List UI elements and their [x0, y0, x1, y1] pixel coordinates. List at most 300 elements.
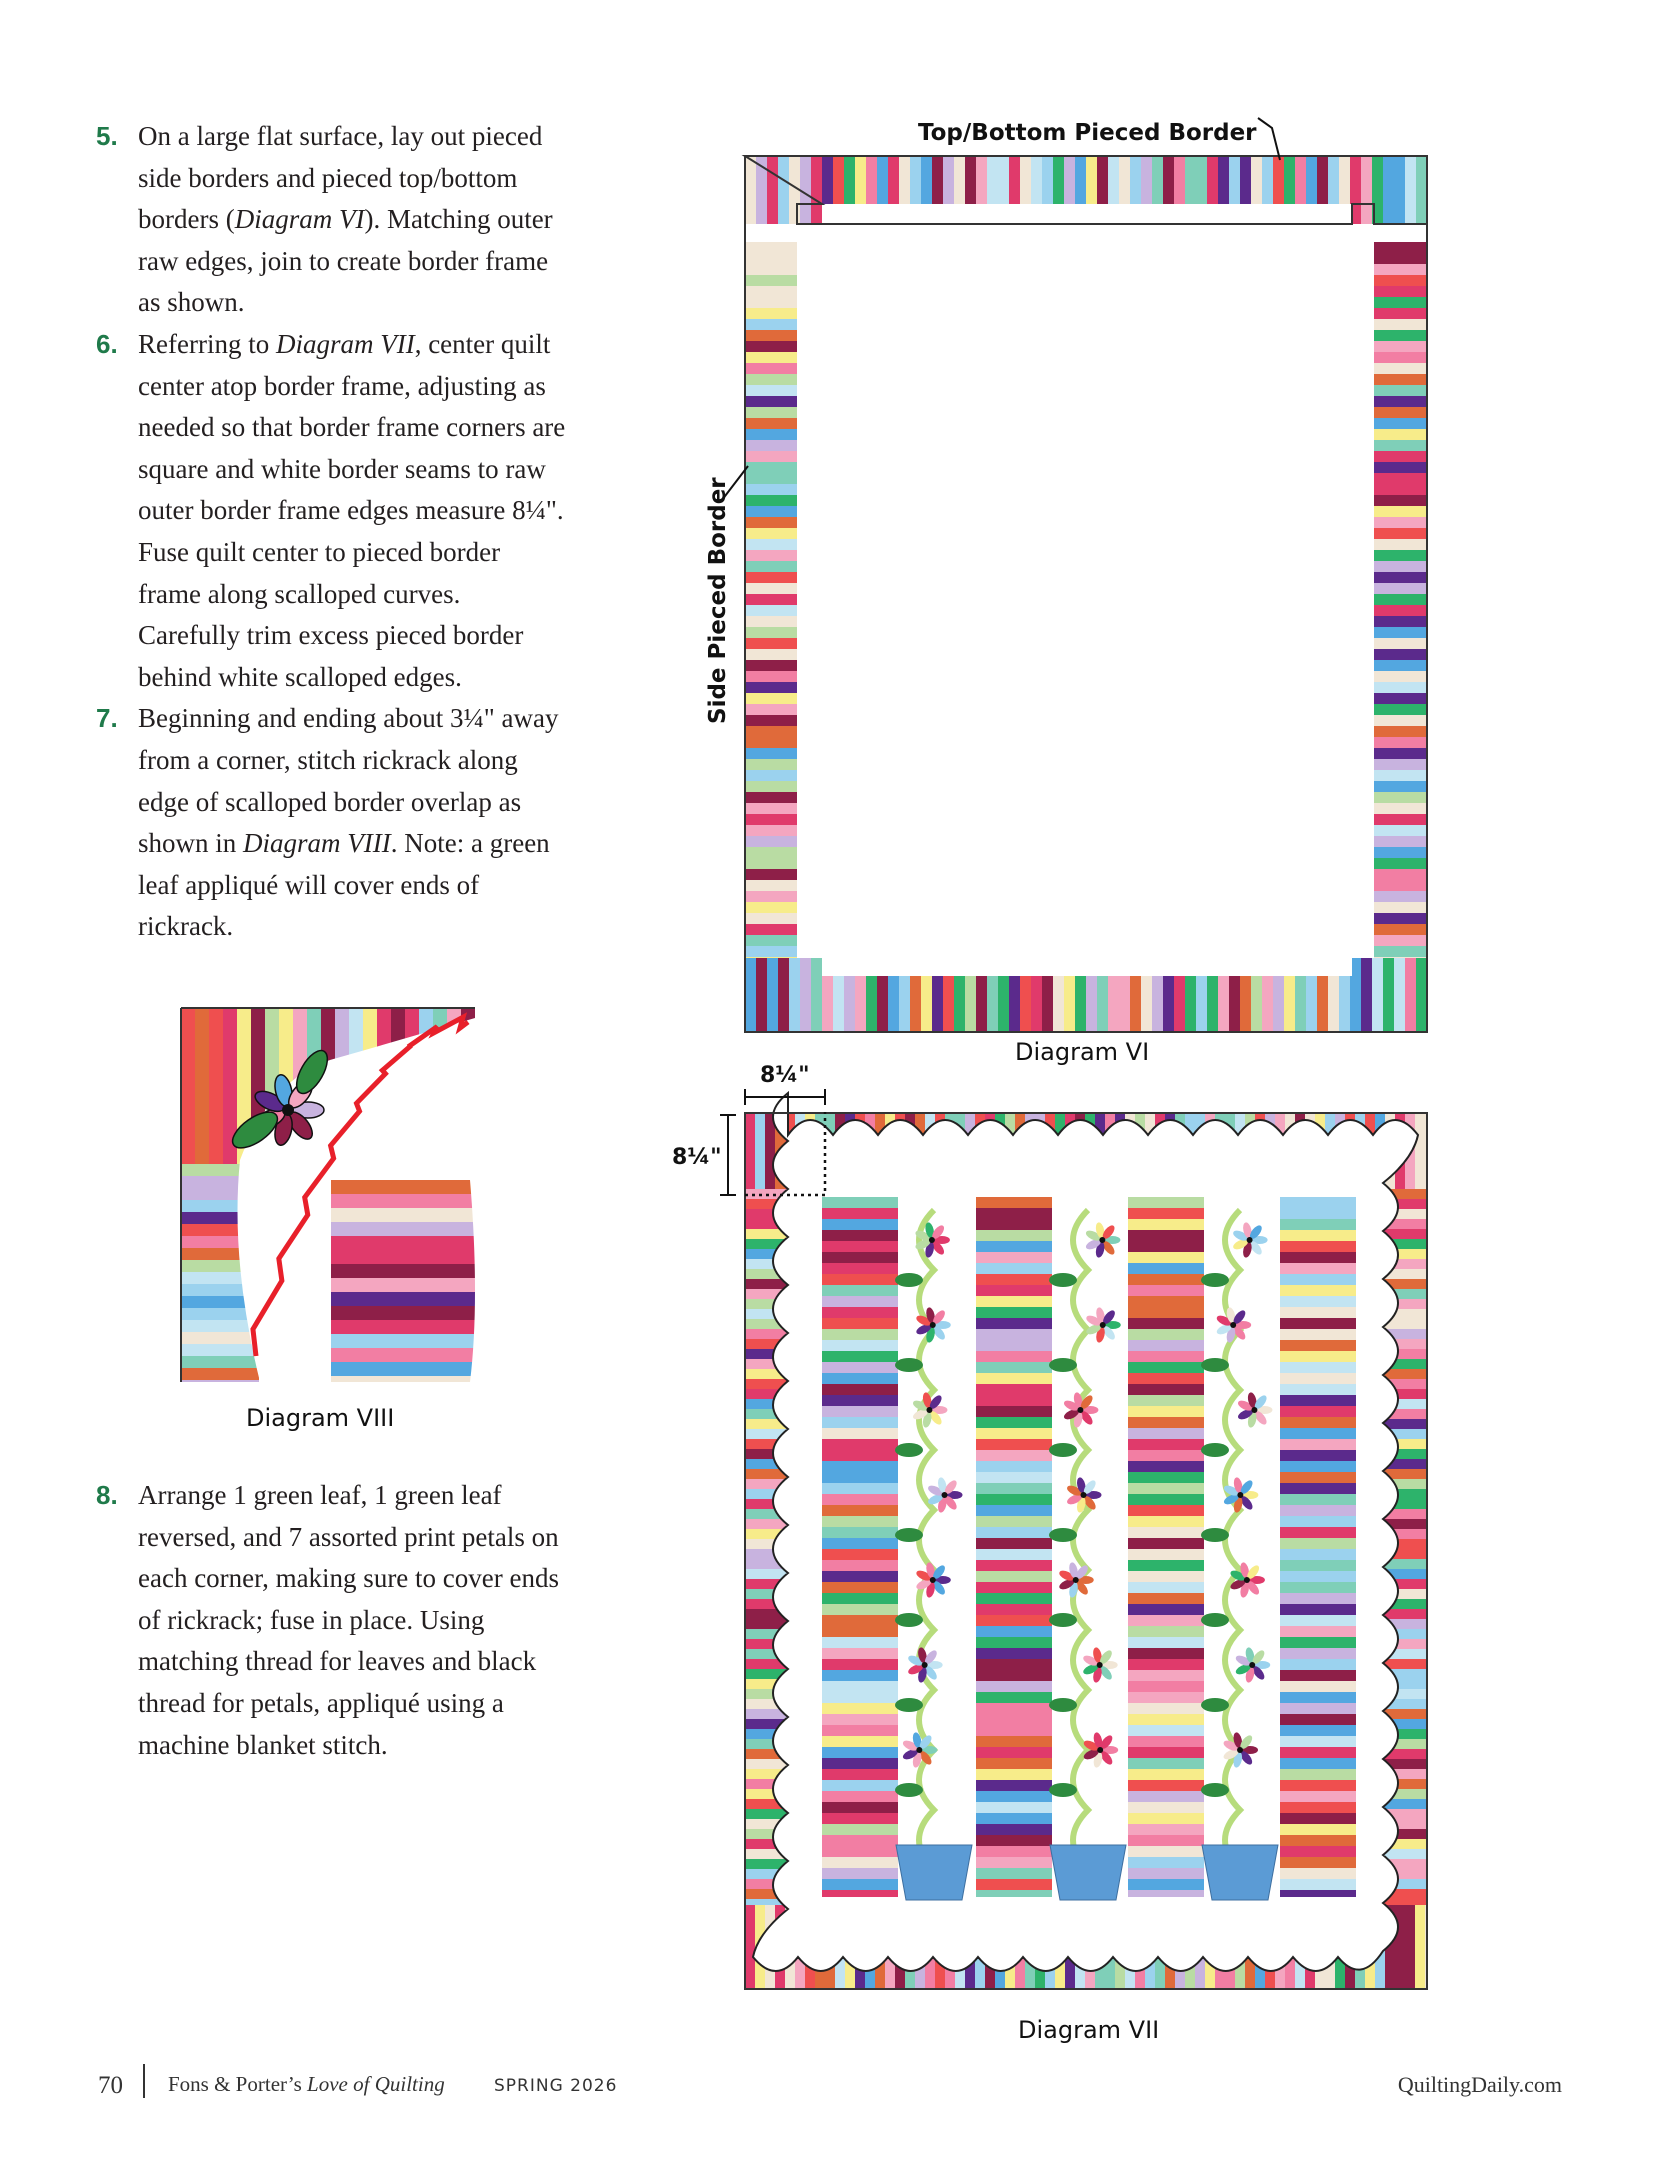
- border-stripe: [976, 1648, 1052, 1659]
- border-stripe: [331, 1292, 475, 1306]
- border-stripe: [1128, 1780, 1204, 1791]
- border-stripe: [209, 1008, 223, 1164]
- border-stripe: [822, 1329, 898, 1340]
- border-stripe: [976, 1296, 1052, 1307]
- border-stripe: [822, 1285, 898, 1296]
- step-text: On a large flat surface, lay out pieced side borders and pieced top/bottom borders (: [138, 121, 543, 235]
- border-stripe: [1361, 958, 1372, 1032]
- border-stripe: [745, 935, 797, 946]
- border-stripe: [822, 1868, 898, 1879]
- border-stripe: [745, 550, 797, 561]
- border-stripe: [976, 1824, 1052, 1835]
- border-stripe: [1128, 1230, 1204, 1241]
- border-stripe: [1280, 1362, 1356, 1373]
- border-stripe: [755, 1113, 765, 1189]
- border-stripe: [745, 462, 797, 473]
- border-stripe: [976, 1494, 1052, 1505]
- border-stripe: [1128, 1494, 1204, 1505]
- border-stripe: [1280, 1241, 1356, 1252]
- border-stripe: [181, 1368, 259, 1380]
- border-stripe: [745, 891, 797, 902]
- border-stripe: [1128, 1538, 1204, 1549]
- border-stripe: [1280, 1318, 1356, 1329]
- flower-pot: [1202, 1845, 1278, 1900]
- border-stripe: [1374, 286, 1426, 297]
- border-stripe: [1128, 1252, 1204, 1263]
- border-stripe: [1374, 605, 1426, 616]
- border-stripe: [1361, 156, 1372, 224]
- border-stripe: [822, 1791, 898, 1802]
- border-stripe: [822, 1593, 898, 1604]
- border-stripe: [1374, 308, 1426, 319]
- border-stripe: [1374, 935, 1426, 946]
- border-stripe: [1280, 1439, 1356, 1450]
- leaf: [1201, 1358, 1229, 1372]
- border-stripe: [1374, 374, 1426, 385]
- border-stripe: [1280, 1516, 1356, 1527]
- border-stripe: [1280, 1296, 1356, 1307]
- border-stripe: [745, 715, 797, 726]
- border-stripe: [767, 958, 778, 1032]
- border-stripe: [745, 946, 797, 957]
- border-stripe: [976, 1593, 1052, 1604]
- border-stripe: [331, 1236, 475, 1250]
- border-stripe: [1374, 627, 1426, 638]
- border-stripe: [1374, 385, 1426, 396]
- border-stripe: [1394, 156, 1405, 224]
- border-stripe: [745, 341, 797, 352]
- border-stripe: [331, 1376, 475, 1382]
- border-stripe: [745, 958, 756, 1032]
- flower-center: [1081, 1492, 1087, 1498]
- border-stripe: [1280, 1373, 1356, 1384]
- border-stripe: [822, 1406, 898, 1417]
- border-stripe: [1128, 1263, 1204, 1274]
- border-stripe: [1374, 638, 1426, 649]
- border-stripe: [1374, 792, 1426, 803]
- border-stripe: [745, 429, 797, 440]
- border-stripe: [822, 1560, 898, 1571]
- border-stripe: [1374, 473, 1426, 484]
- flower-center: [916, 1747, 922, 1753]
- border-stripe: [1128, 1703, 1204, 1714]
- border-stripe: [745, 660, 797, 671]
- border-stripe: [1128, 1582, 1204, 1593]
- border-stripe: [181, 1332, 259, 1344]
- border-stripe: [976, 1813, 1052, 1824]
- border-stripe: [822, 1318, 898, 1329]
- border-stripe: [1128, 1868, 1204, 1879]
- diagram-vii-quilt: [745, 1093, 1427, 1989]
- border-stripe: [822, 1736, 898, 1747]
- border-stripe: [822, 1703, 898, 1714]
- border-stripe: [181, 1344, 259, 1356]
- border-stripe: [1405, 958, 1416, 1032]
- border-stripe: [745, 616, 797, 627]
- border-stripe: [745, 781, 797, 792]
- border-stripe: [822, 1219, 898, 1230]
- border-stripe: [745, 803, 797, 814]
- border-stripe: [1128, 1571, 1204, 1582]
- border-stripe: [822, 1252, 898, 1263]
- measure-label-horizontal: 8¼": [760, 1063, 810, 1088]
- border-stripe: [822, 1472, 898, 1483]
- border-stripe: [1128, 1813, 1204, 1824]
- measure-label-vertical: 8¼": [672, 1145, 722, 1170]
- border-stripe: [976, 1879, 1052, 1890]
- border-stripe: [745, 858, 797, 869]
- border-stripe: [1374, 924, 1426, 935]
- border-stripe: [1374, 407, 1426, 418]
- leaf: [1049, 1613, 1077, 1627]
- border-stripe: [976, 1527, 1052, 1538]
- border-stripe: [1128, 1857, 1204, 1868]
- page-number: 70: [98, 2072, 123, 2099]
- border-stripe: [745, 814, 797, 825]
- border-stripe: [822, 1846, 898, 1857]
- border-stripe: [976, 1659, 1052, 1670]
- border-stripe: [1280, 1846, 1356, 1857]
- leaf: [895, 1698, 923, 1712]
- border-stripe: [976, 1417, 1052, 1428]
- border-stripe: [1374, 891, 1426, 902]
- border-stripe: [745, 286, 797, 297]
- border-stripe: [1128, 1197, 1204, 1208]
- border-stripe: [976, 1197, 1052, 1208]
- border-stripe: [1280, 1505, 1356, 1516]
- border-stripe: [745, 902, 797, 913]
- border-stripe: [822, 1626, 898, 1637]
- border-stripe: [1128, 1725, 1204, 1736]
- border-stripe: [1374, 649, 1426, 660]
- step-text: ). Matching outer raw edges, join to create border frame as shown.: [138, 204, 553, 318]
- border-stripe: [976, 1329, 1052, 1340]
- border-stripe: [811, 958, 822, 1032]
- border-stripe: [822, 1494, 898, 1505]
- border-stripe: [822, 1571, 898, 1582]
- border-stripe: [1374, 946, 1426, 957]
- border-stripe: [1374, 902, 1426, 913]
- border-stripe: [745, 682, 797, 693]
- border-stripe: [745, 156, 756, 224]
- border-stripe: [745, 1905, 755, 1989]
- border-stripe: [822, 1395, 898, 1406]
- border-stripe: [1374, 451, 1426, 462]
- border-stripe: [1128, 1417, 1204, 1428]
- border-stripe: [976, 1483, 1052, 1494]
- border-stripe: [976, 1857, 1052, 1868]
- border-stripe: [745, 726, 797, 737]
- flower-center: [929, 1237, 935, 1243]
- border-stripe: [1128, 1340, 1204, 1351]
- border-stripe: [331, 1362, 475, 1376]
- diagram-vi-border-frame: [745, 156, 1427, 1032]
- border-stripe: [1374, 319, 1426, 330]
- border-stripe: [822, 1527, 898, 1538]
- border-stripe: [789, 958, 800, 1032]
- border-stripe: [822, 1483, 898, 1494]
- diagram-reference: Diagram VIII: [243, 828, 391, 859]
- border-stripe: [822, 1879, 898, 1890]
- border-stripe: [1374, 869, 1426, 880]
- step-text: , center quilt center atop border frame, adjusting as needed so that border frame corners are square and white border seams to raw outer border frame edges measure 8¼". Fuse quilt center to pieced border frame along scalloped curves. Carefully trim excess pieced border behind white scalloped edges.: [138, 328, 566, 692]
- border-stripe: [1280, 1197, 1356, 1208]
- border-stripe: [1128, 1483, 1204, 1494]
- border-stripe: [1280, 1626, 1356, 1637]
- border-stripe: [822, 1604, 898, 1615]
- border-stripe: [1128, 1208, 1204, 1219]
- border-stripe: [745, 352, 797, 363]
- border-stripe: [822, 1274, 898, 1285]
- border-stripe: [1280, 1780, 1356, 1791]
- border-stripe: [745, 693, 797, 704]
- border-stripe: [1374, 550, 1426, 561]
- border-stripe: [822, 1813, 898, 1824]
- border-stripe: [1383, 958, 1394, 1032]
- border-stripe: [1128, 1384, 1204, 1395]
- border-stripe: [976, 1692, 1052, 1703]
- step-number: 5.: [96, 121, 118, 151]
- border-stripe: [822, 1725, 898, 1736]
- flower-center: [1244, 1577, 1250, 1583]
- border-stripe: [1128, 1824, 1204, 1835]
- border-stripe: [1416, 156, 1427, 224]
- border-stripe: [1374, 781, 1426, 792]
- step-text: Beginning and ending about 3¼" away from a corner, stitch rickrack along edge of scalloped border overlap as shown in: [138, 703, 559, 859]
- border-stripe: [822, 1340, 898, 1351]
- border-stripe: [1280, 1230, 1356, 1241]
- border-stripe: [976, 1263, 1052, 1274]
- flower-center: [1230, 1322, 1236, 1328]
- border-stripe: [756, 958, 767, 1032]
- border-stripe: [1128, 1626, 1204, 1637]
- border-stripe: [181, 1356, 259, 1368]
- border-stripe: [822, 1516, 898, 1527]
- border-stripe: [745, 407, 797, 418]
- border-stripe: [1374, 682, 1426, 693]
- border-stripe: [976, 1846, 1052, 1857]
- border-stripe: [822, 1670, 898, 1681]
- border-stripe: [745, 385, 797, 396]
- border-stripe: [1416, 958, 1427, 1032]
- border-stripe: [331, 1208, 475, 1222]
- border-stripe: [745, 275, 797, 286]
- border-stripe: [976, 1406, 1052, 1417]
- border-stripe: [745, 770, 797, 781]
- border-stripe: [822, 1241, 898, 1252]
- border-stripe: [976, 1670, 1052, 1681]
- border-stripe: [331, 1264, 475, 1278]
- border-stripe: [745, 913, 797, 924]
- border-stripe: [1374, 660, 1426, 671]
- border-stripe: [745, 473, 797, 484]
- border-stripe: [1280, 1494, 1356, 1505]
- border-stripe: [1374, 253, 1426, 264]
- border-stripe: [811, 156, 822, 224]
- border-stripe: [1128, 1241, 1204, 1252]
- border-stripe: [1280, 1703, 1356, 1714]
- border-stripe: [1374, 583, 1426, 594]
- border-stripe: [822, 1758, 898, 1769]
- border-stripe: [1128, 1274, 1204, 1285]
- border-stripe: [822, 1538, 898, 1549]
- border-stripe: [1280, 1747, 1356, 1758]
- flower-center: [922, 1662, 928, 1668]
- border-stripe: [745, 319, 797, 330]
- diagram-viii-corner-detail: [181, 1008, 475, 1382]
- border-stripe: [822, 1428, 898, 1439]
- border-stripe: [1128, 1802, 1204, 1813]
- border-stripe: [976, 1285, 1052, 1296]
- border-stripe: [1280, 1538, 1356, 1549]
- border-stripe: [976, 1604, 1052, 1615]
- border-stripe: [1374, 506, 1426, 517]
- flower-center: [926, 1407, 932, 1413]
- border-stripe: [1128, 1692, 1204, 1703]
- border-stripe: [822, 1439, 898, 1450]
- border-stripe: [976, 1681, 1052, 1692]
- border-stripe: [1280, 1714, 1356, 1725]
- border-stripe: [745, 627, 797, 638]
- border-stripe: [1374, 242, 1426, 253]
- border-stripe: [1374, 913, 1426, 924]
- border-stripe: [822, 1857, 898, 1868]
- border-stripe: [1374, 616, 1426, 627]
- border-stripe: [1374, 517, 1426, 528]
- border-stripe: [745, 836, 797, 847]
- border-stripe: [1280, 1252, 1356, 1263]
- frame-interior: [797, 224, 1374, 958]
- border-stripe: [195, 1008, 209, 1164]
- flower-center: [1077, 1407, 1083, 1413]
- border-stripe: [1128, 1439, 1204, 1450]
- border-stripe: [1280, 1670, 1356, 1681]
- border-stripe: [745, 330, 797, 341]
- flower-center: [1247, 1237, 1253, 1243]
- border-stripe: [1374, 594, 1426, 605]
- border-stripe: [1128, 1472, 1204, 1483]
- border-stripe: [822, 1747, 898, 1758]
- border-stripe: [1128, 1736, 1204, 1747]
- border-stripe: [745, 451, 797, 462]
- border-stripe: [745, 594, 797, 605]
- border-stripe: [822, 1384, 898, 1395]
- border-stripe: [1374, 572, 1426, 583]
- border-stripe: [1280, 1406, 1356, 1417]
- border-stripe: [1280, 1582, 1356, 1593]
- border-stripe: [976, 1384, 1052, 1395]
- border-stripe: [1280, 1285, 1356, 1296]
- frame-notch: [822, 204, 1352, 226]
- border-stripe: [976, 1780, 1052, 1791]
- border-stripe: [800, 958, 811, 1032]
- border-stripe: [1280, 1208, 1356, 1219]
- step-text: . Note: a green leaf appliqué will cover ends of rickrack.: [138, 828, 550, 942]
- border-stripe: [1128, 1747, 1204, 1758]
- border-stripe: [1374, 671, 1426, 682]
- leaf: [1201, 1528, 1229, 1542]
- flower-center: [1097, 1662, 1103, 1668]
- border-stripe: [745, 605, 797, 616]
- flower-center: [930, 1322, 936, 1328]
- border-stripe: [1280, 1461, 1356, 1472]
- border-stripe: [976, 1868, 1052, 1879]
- border-stripe: [745, 572, 797, 583]
- border-stripe: [1128, 1329, 1204, 1340]
- footer-divider: [143, 2064, 145, 2098]
- border-stripe: [1128, 1296, 1204, 1307]
- leaf: [1201, 1783, 1229, 1797]
- border-stripe: [976, 1571, 1052, 1582]
- border-stripe: [331, 1222, 475, 1236]
- border-stripe: [1374, 341, 1426, 352]
- border-stripe: [745, 748, 797, 759]
- border-stripe: [331, 1180, 475, 1194]
- border-stripe: [1394, 958, 1405, 1032]
- border-stripe: [976, 1637, 1052, 1648]
- border-stripe: [1280, 1769, 1356, 1780]
- border-stripe: [745, 374, 797, 385]
- border-stripe: [1415, 1113, 1425, 1189]
- border-stripe: [1128, 1450, 1204, 1461]
- flower-center: [1249, 1662, 1255, 1668]
- border-stripe: [976, 1802, 1052, 1813]
- border-stripe: [1415, 1905, 1425, 1989]
- border-stripe: [1128, 1637, 1204, 1648]
- border-stripe: [745, 759, 797, 770]
- border-stripe: [1280, 1384, 1356, 1395]
- magazine-title-b: Love of Quilting: [307, 2072, 445, 2096]
- border-stripe: [1374, 803, 1426, 814]
- border-stripe: [745, 528, 797, 539]
- border-stripe: [1128, 1527, 1204, 1538]
- border-stripe: [1128, 1835, 1204, 1846]
- border-stripe: [1405, 1905, 1415, 1989]
- flower-center: [942, 1492, 948, 1498]
- leaf: [1049, 1528, 1077, 1542]
- border-stripe: [1128, 1670, 1204, 1681]
- border-stripe: [1383, 156, 1394, 224]
- border-stripe: [1128, 1428, 1204, 1439]
- border-stripe: [976, 1890, 1052, 1897]
- leaf: [895, 1358, 923, 1372]
- border-stripe: [976, 1450, 1052, 1461]
- border-stripe: [822, 1714, 898, 1725]
- border-stripe: [1280, 1890, 1356, 1897]
- border-stripe: [822, 1307, 898, 1318]
- border-stripe: [1374, 396, 1426, 407]
- border-stripe: [822, 1648, 898, 1659]
- border-stripe: [1280, 1219, 1356, 1230]
- border-stripe: [1280, 1824, 1356, 1835]
- border-stripe: [1128, 1890, 1204, 1897]
- leaf: [1049, 1698, 1077, 1712]
- border-stripe: [822, 1549, 898, 1560]
- top-bottom-leader-line: [1258, 118, 1280, 160]
- border-stripe: [1128, 1758, 1204, 1769]
- border-stripe: [822, 1351, 898, 1362]
- border-stripe: [976, 1538, 1052, 1549]
- border-stripe: [822, 1373, 898, 1384]
- border-stripe: [1280, 1758, 1356, 1769]
- border-stripe: [822, 1835, 898, 1846]
- border-stripe: [1280, 1307, 1356, 1318]
- leaf: [895, 1528, 923, 1542]
- border-stripe: [1280, 1428, 1356, 1439]
- border-stripe: [822, 1659, 898, 1670]
- border-stripe: [745, 583, 797, 594]
- border-stripe: [745, 561, 797, 572]
